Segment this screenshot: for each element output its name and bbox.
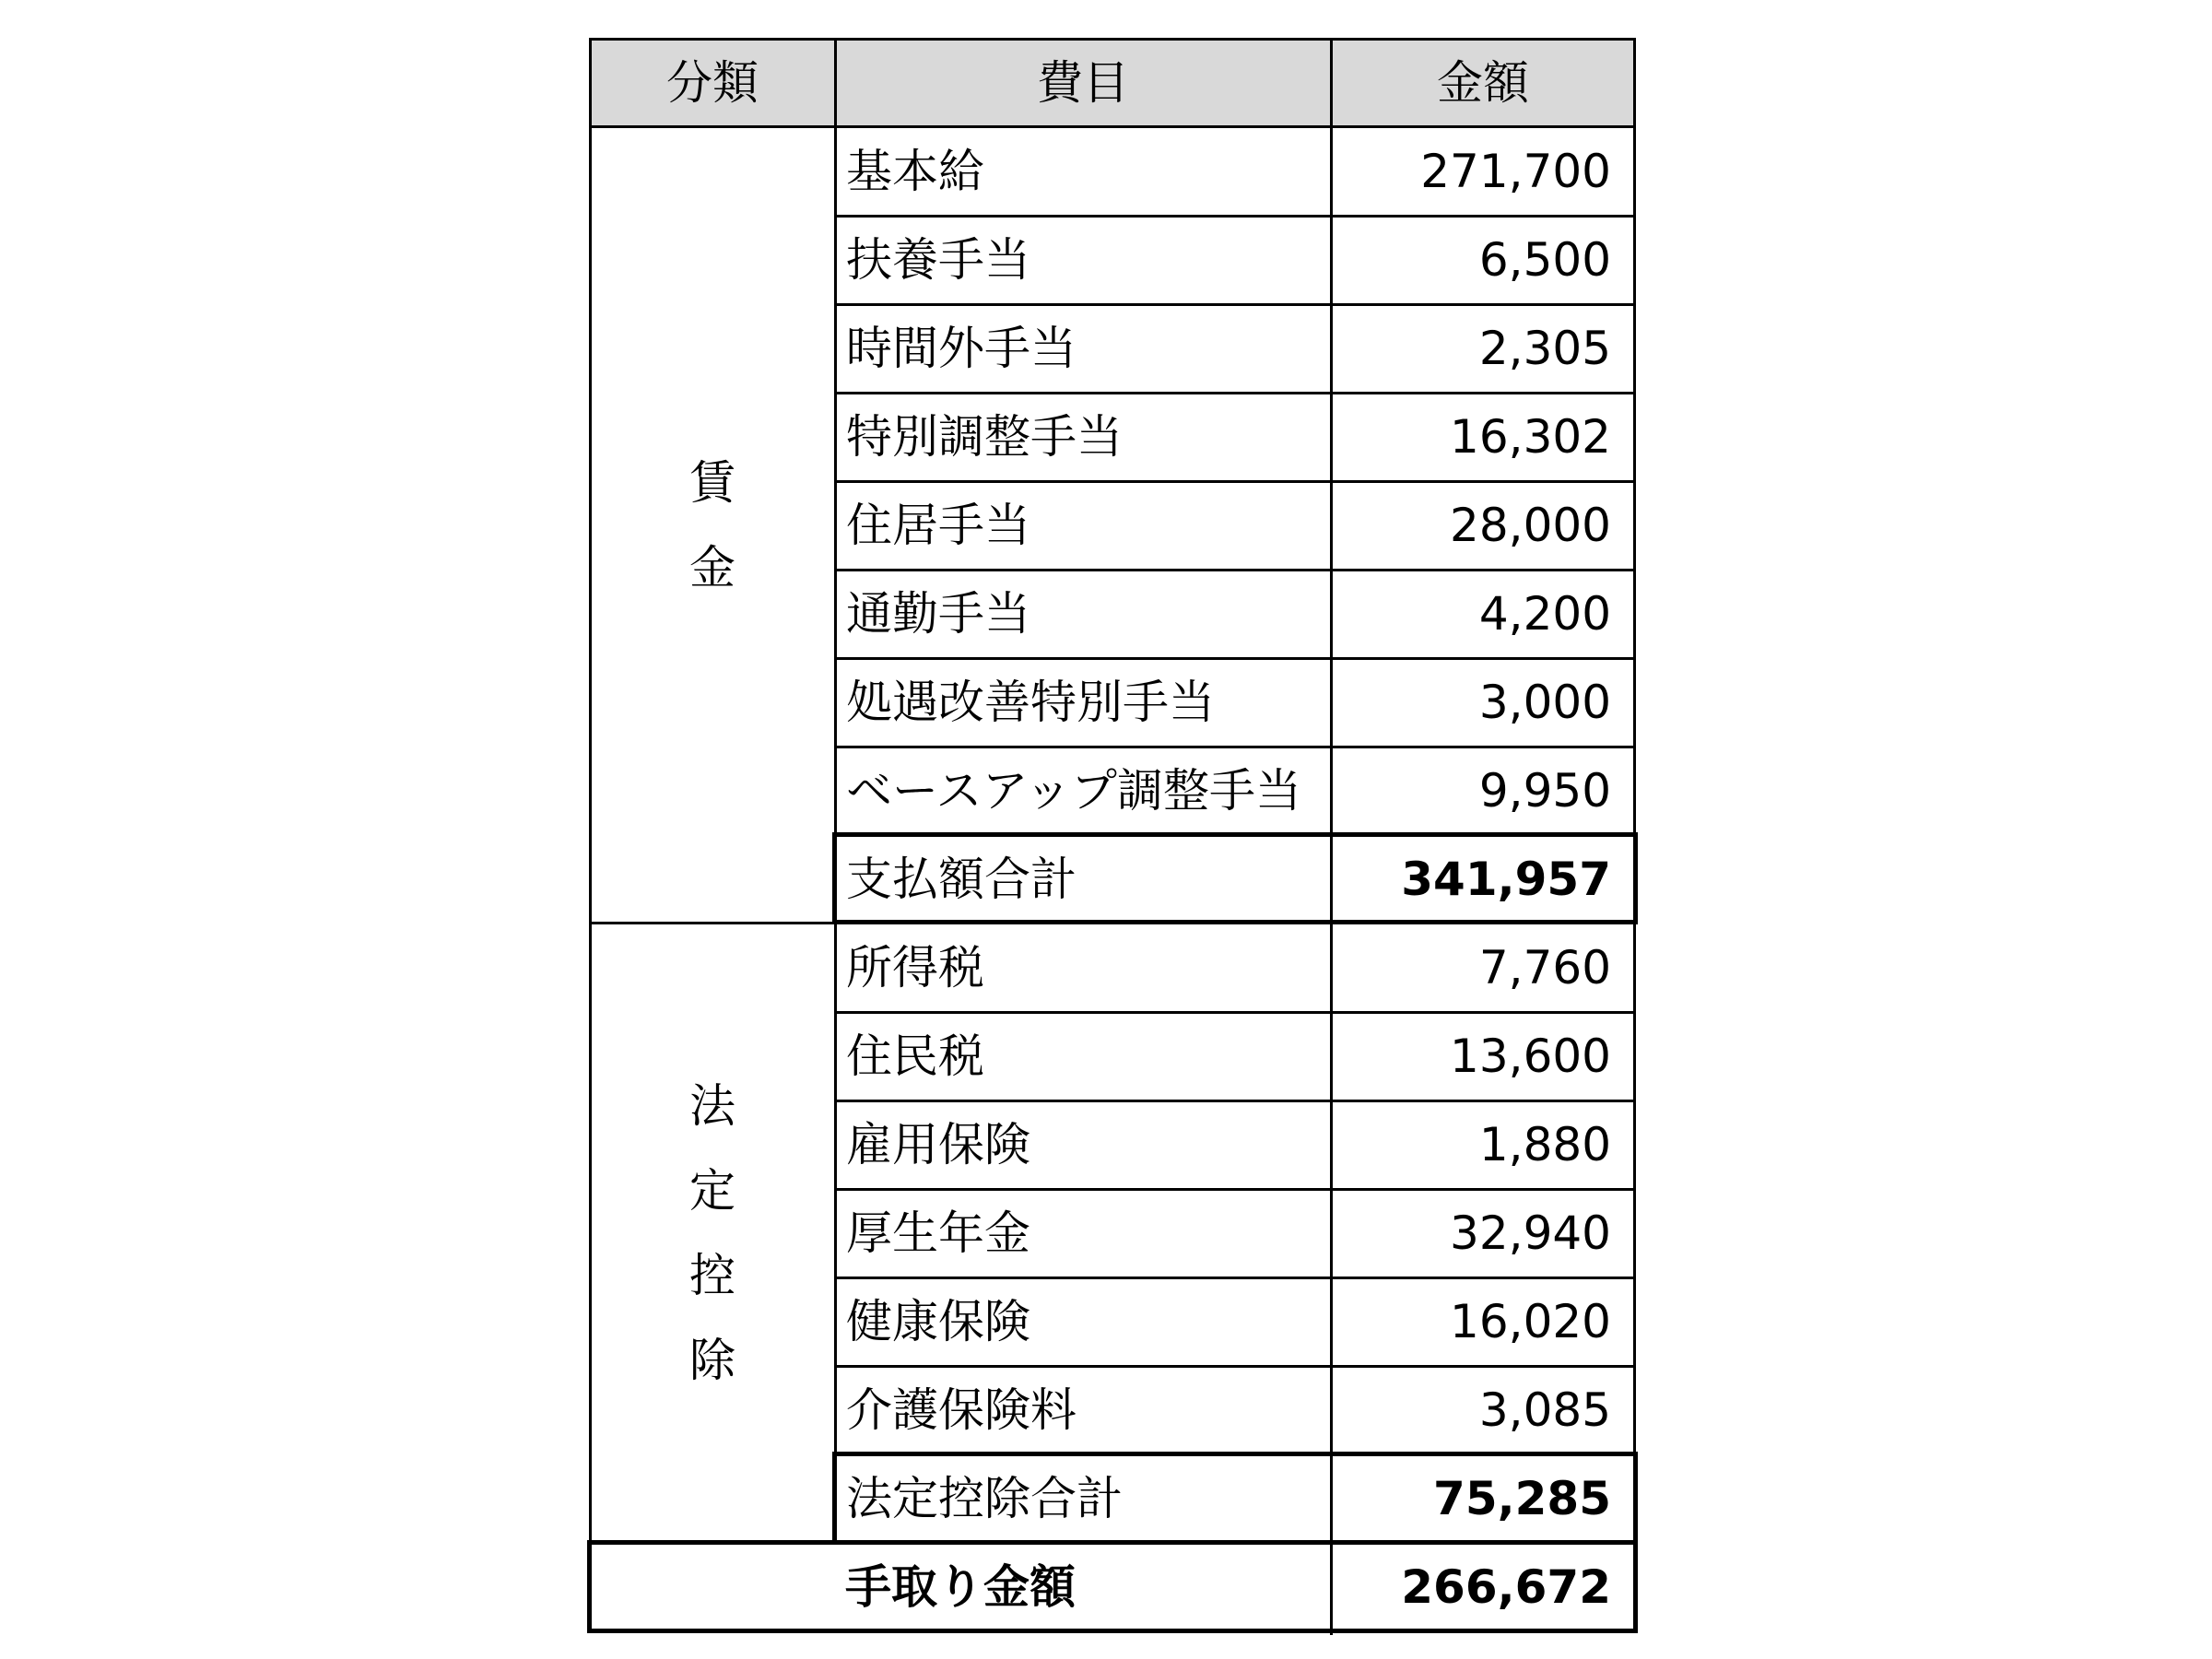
table-outer-border xyxy=(589,38,592,1543)
deductions-subtotal-amount: 75,285 xyxy=(1433,1472,1611,1525)
category-wages xyxy=(590,127,835,924)
deduction-item-label: 所得税 xyxy=(846,941,984,994)
net-box-border xyxy=(587,1540,1638,1545)
row-divider xyxy=(835,569,1635,571)
wage-item-amount: 28,000 xyxy=(1450,499,1611,552)
subtotal-box-border xyxy=(832,1452,837,1544)
deduction-item-amount: 1,880 xyxy=(1478,1118,1611,1171)
header-amount: 金額 xyxy=(1331,39,1635,127)
category-char: 除 xyxy=(689,1334,735,1387)
row-divider xyxy=(835,1365,1635,1368)
row-divider xyxy=(835,1100,1635,1102)
wage-item-amount: 2,305 xyxy=(1478,322,1611,375)
section-divider xyxy=(590,922,835,924)
wage-item-amount: 271,700 xyxy=(1420,145,1611,198)
wage-item-amount: 16,302 xyxy=(1450,410,1611,464)
wage-item-amount: 9,950 xyxy=(1478,764,1611,818)
net-box-border xyxy=(1633,1540,1638,1633)
deduction-item-amount: 32,940 xyxy=(1450,1206,1611,1260)
deduction-item-amount: 3,085 xyxy=(1478,1383,1611,1437)
wage-item-amount: 3,000 xyxy=(1478,676,1611,729)
category-char: 控 xyxy=(689,1249,735,1302)
category-char: 法 xyxy=(689,1079,735,1133)
subtotal-box-border xyxy=(832,920,1638,924)
wages-subtotal-label: 支払額合計 xyxy=(846,853,1077,906)
deduction-item-label: 健康保険 xyxy=(846,1295,1030,1348)
row-divider xyxy=(835,746,1635,748)
deduction-item-label: 住民税 xyxy=(846,1030,984,1083)
net-box-border xyxy=(587,1629,1638,1633)
deductions-subtotal-label: 法定控除合計 xyxy=(846,1472,1123,1525)
row-divider xyxy=(835,657,1635,660)
wages-subtotal-amount: 341,957 xyxy=(1401,853,1611,906)
wage-item-amount: 6,500 xyxy=(1478,233,1611,287)
wage-item-label: 通勤手当 xyxy=(846,587,1030,641)
wage-item-label: 基本給 xyxy=(846,145,984,198)
deduction-item-label: 雇用保険 xyxy=(846,1118,1030,1171)
category-wages-label xyxy=(689,441,735,610)
row-divider xyxy=(835,480,1635,483)
subtotal-box-border xyxy=(832,832,837,924)
category-char: 賃 xyxy=(689,456,735,510)
row-divider xyxy=(835,1188,1635,1191)
wage-item-label: ベースアップ調整手当 xyxy=(846,764,1301,818)
subtotal-box-border xyxy=(1633,1452,1638,1544)
wage-item-label: 扶養手当 xyxy=(846,233,1030,287)
row-divider xyxy=(835,215,1635,218)
row-divider xyxy=(835,303,1635,306)
category-deductions xyxy=(590,924,835,1543)
header-category: 分類 xyxy=(590,39,835,127)
column-divider xyxy=(834,38,837,1543)
wage-item-label: 処遇改善特別手当 xyxy=(846,676,1215,729)
deduction-item-label: 厚生年金 xyxy=(846,1206,1030,1260)
net-pay-label: 手取り金額 xyxy=(845,1560,1076,1614)
subtotal-box-border xyxy=(1633,832,1638,924)
wage-item-label: 住居手当 xyxy=(846,499,1030,552)
deduction-item-amount: 16,020 xyxy=(1450,1295,1611,1348)
row-divider xyxy=(835,1277,1635,1279)
subtotal-box-border xyxy=(832,1452,1638,1456)
category-char: 定 xyxy=(689,1164,735,1218)
table-outer-border xyxy=(1633,38,1636,1543)
deduction-item-amount: 13,600 xyxy=(1450,1030,1611,1083)
net-box-border xyxy=(587,1540,592,1633)
subtotal-box-border xyxy=(832,832,1638,837)
wage-item-label: 特別調整手当 xyxy=(846,410,1123,464)
deduction-item-label: 介護保険料 xyxy=(846,1383,1077,1437)
header-bottom-rule xyxy=(590,125,1635,128)
header-item: 費目 xyxy=(835,39,1331,127)
row-divider xyxy=(835,392,1635,394)
net-pay-amount: 266,672 xyxy=(1401,1560,1611,1614)
category-char: 金 xyxy=(689,541,735,594)
deduction-item-amount: 7,760 xyxy=(1478,941,1611,994)
wage-item-label: 時間外手当 xyxy=(846,322,1077,375)
category-deductions-label xyxy=(689,1064,735,1403)
wage-item-amount: 4,200 xyxy=(1478,587,1611,641)
table-outer-border xyxy=(590,38,1635,41)
row-divider xyxy=(835,1011,1635,1014)
